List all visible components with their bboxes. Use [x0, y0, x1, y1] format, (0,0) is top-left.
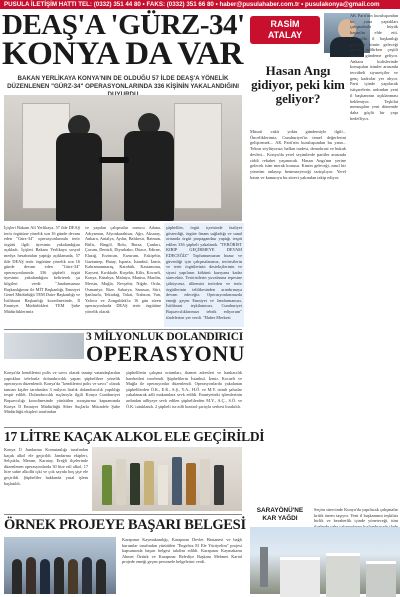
columnist-last-name: ATALAY	[267, 30, 303, 40]
story3-photo	[92, 447, 242, 511]
story4-text: Karapınar Kaymakamlığı, Karapınar Devlet Hastanesi ve bağlı kurumlar tarafından yürütülen "Engelsiz El Ele Yürüyelim" projesi kapsamında başarı belgesi takdim edildi. Karapınar Kaymakamı Ahmet Öztürk ve Karapınar Belediye Başkanı Mehmet Kartal projede emeği geçen personele belgelerini verdi.	[122, 537, 242, 565]
columnist-first-name: RASİM	[270, 19, 300, 29]
section-divider	[4, 514, 242, 515]
story3-headline: 17 LİTRE KAÇAK ALKOL ELE GEÇİRİLDİ	[4, 429, 265, 444]
columnist-logo	[250, 16, 320, 44]
section-divider	[4, 329, 242, 330]
lead-text-col3: şüpheliler, örgüt içerisinde faaliyet gösterdiği, örgüte finans sağladığı ve sanal ortamda örgüt propagandası yaptığı tespit edilen 336 şüpheli yakalandı. "TERÖRİST KIRIP GEÇİRMEYE DEVAM EDECEĞİZ" Toplumumuzun huzur ve güvenliği için çalışmalarımız, teröristlerin ve terör örgütlerinin destekçilerinin ve siyasi yapıların kökünü kazıyana kadar sürecektir. Teröristlerin yuvalarına tepesine çöküyoruz, ülkemizi terörden ve terör örgütlerinin tehlikesinden arındırmaya devam edeceğiz. Operasyonlarımızda emeği geçen Emniyet ve Jandarmamızı, İstihbarat teşkilatımızı, Cumhuriyet Başsavcılıklarımızı tebrik ediyorum" ifadelerine yer verdi. "Haber Merkezi	[166, 225, 242, 320]
story2-kicker: 3 MİLYONLUK DOLANDIRICI	[86, 331, 243, 343]
lead-text-col1: İçişleri Bakanı Ali Yerlikaya, 57 ilde DEAŞ terör örgütüne yönelik son 16 günde devam eden "Gürz-34" operasyonlarında terör örgütü ilgili üyesinin yakalandığını açıkladı. İçişleri Bakanı Yerlikaya sosyal medya hesabından yaptığı açıklamada, 57 ilde DEAŞ terör örgütüne yönelik son 16 günde devam eden "Gürz-34" operasyonlarında 336 şüpheli örgüt üyesinin yakalandığını belirterek şu bilgileri verdi: "Jandarmamız Başkanlığımız ile MİT Başkanlığı, Emniyet Genel Müdürlüğü TEM Daire Başkanlığı ve İstihbarat Başkanlığı koordinesinde, İl Emniyet Müdürlükleri TEM Şube Müdürlüklerimiz	[4, 225, 80, 314]
sarayonu-snow-headline: SARAYÖNÜ'NE KAR YAĞDI	[256, 507, 304, 522]
story2-headline: OPERASYONU	[86, 341, 246, 366]
lead-text-col2: ve yapılan çalışmalar sonucu Adana, Adıyaman, Afyonkarahisar, Ağrı, Aksaray, Ankara, Antalya, Aydın, Balıkesir, Batman, Bitlis, Bingöl, Bolu, Bursa, Çankırı, Çorum, Denizli, Diyarbakır, Düzce, Edirne, Elazığ, Erzincan, Erzurum, Eskişehir, Gaziantep, Hatay, Isparta, İstanbul, İzmir, Kahramanmaraş, Karabük, Kastamonu, Kayseri, Kırıkkale, Kırşehir, Kilis, Kocaeli, Konya, Kütahya, Malatya, Manisa, Mardin, Mersin, Muğla, Nevşehir, Niğde, Ordu, Osmaniye, Rize, Sakarya, Samsun, Siirt, Şanlıurfa, Tekirdağ, Tokat, Trabzon, Van, Yalova ve Zonguldak'ta 16 gün süren operasyonlarda DEAŞ terör örgütüne yönelik olarak	[85, 225, 161, 314]
lead-headline-line2: KONYA DA VAR	[2, 36, 243, 72]
lead-deck: BAKAN YERLİKAYA KONYA'NIN DE OLDUĞU 57 İLDE DEAŞ'A YÖNELİK DÜZENLENEN "GÜRZ-34" OPERASYONLARINDA 336 KİŞİNİN YAKALANDIĞINI	[7, 75, 239, 90]
contact-bar	[0, 0, 400, 9]
left-column	[0, 9, 265, 594]
story2-text-col2: şüphelilerin çalışma ortamları, ikamet adresleri ve bankacılık hareketleri incelendi. Şüphelilerin İstanbul, İzmir, Kocaeli ve Muğla ile operasyonlar düzenlendi. Operasyonlarda yakalanan şüphelilerden Ö.K., E.K., S.Ş., Y.A., H.Ö. ve M.Y. isimli şahıslar yakalanarak adli makamlara sevk edildi. Emniyetteki işlemlerinin ardından adliyeye sevk edilen şüphelilerden M.Y., A.Ç., S.Ö. ve Ö.K. tutuklandı. 2 şüpheli ise adli kontrol şartıyla serbest bırakıldı.	[126, 370, 242, 409]
column-text-col2: AK Parti'nin kuruluşundan bu yana yaptıkları çalışmalarla büyük başarılar elde etti. Konya'da il başkanlığı görevine kimin geleceği merak edilirken çeşitli isimler gündeme geliyor. Ankara kulislerinde konuşulan isimler arasında tecrübeli siyasetçiler ve genç kadrolar yer alıyor. Parti içinde yapılacak istişarelerin ardından yeni il başkanının açıklanması bekleniyor. Teşkilat mensupları yeni dönemde daha güçlü bir yapı hedefliyor.	[350, 13, 398, 121]
section-divider	[4, 427, 242, 428]
story4-headline: ÖRNEK PROJEYE BAŞARI BELGESİ	[4, 517, 246, 533]
contact-bar-text: PUSULA İLETİŞİM HATTI TEL: (0332) 351 44 80 • FAKS: (0332) 351 66 80 • haber@pusulahaber.com.tr • pusulakonya@gmail.com	[4, 1, 380, 8]
right-column	[248, 9, 400, 594]
column-text-col3: Seçim sürecinde Konya'da yapılacak çalışmalar kritik önem taşıyor. Yeni il başkanının teşkilatı birlik ve beraberlik içinde yöneteceği, tüm	[314, 507, 398, 524]
lead-photo	[4, 95, 242, 221]
story2-thumb	[4, 333, 84, 359]
column-text-col1: Müsait vakit yoktu gündemiyle ilgili... Önceliklerimiz, Cumhuriyet'in temel değerlerini geliştirmek... AK Parti'nin kuruluşundan bu yana... Tekrar söylüyoruz; halkın iradesi, demokrasi ve hukuk devleti... Konya'da yerel seçimlerde partiler arasında ciddi rekabet yaşanacak. Hasan Angı'nın yerine gelecek isim merak konusu. Kimin geleceği, nasıl bir yönetim anlayışı benimseyeceği tartışılıyor. Yerel basın ve kamuoyu bu süreci yakından takip ediyor.	[250, 129, 346, 180]
story3-text: Konya İl Jandarma Komutanlığı tarafından kaçak alkol ele geçirildi. Jandarma ekipleri, Selçuklu, Meram, Karatay, Ereğli ilçelerinde düzenlenen operasyonlarda 30 litre etil alkol, 17 litre sahte alkollü içki ve çok sayıda boş şişe ele geçirildi. Şüpheliler hakkında yasal işlem başlatıldı.	[4, 447, 88, 486]
story4-photo	[4, 537, 116, 594]
column-title: Hasan Angı gidiyor, peki kim geliyor?	[251, 63, 345, 106]
sarayonu-snow-photo	[250, 527, 400, 594]
story2-text-col1: Konya'da kendilerini polis ve savcı olarak tanıtıp vatandaşlardan yaptıkları telefonla dolandırıcılık yapan şüphelilere yönelik operasyon düzenlendi. Konya'da "kendilerini polis ve savcı" olarak tanıtan kişiler tarafından 3 milyon liralık dolandırıcılık yapıldığı tespit edildi. Dolandırıcılık suçlarıyla ilgili Konya Cumhuriyet Başsavcılığı koordinesinde yürütülen soruşturma kapsamında Konya İl Emniyet Müdürlüğü Siber Suçlarla Mücadele Şube Müdürlüğü ekipleri tarafından	[4, 370, 120, 415]
lead-headline-line1: DEAŞ'A 'GÜRZ-34'	[2, 9, 245, 41]
